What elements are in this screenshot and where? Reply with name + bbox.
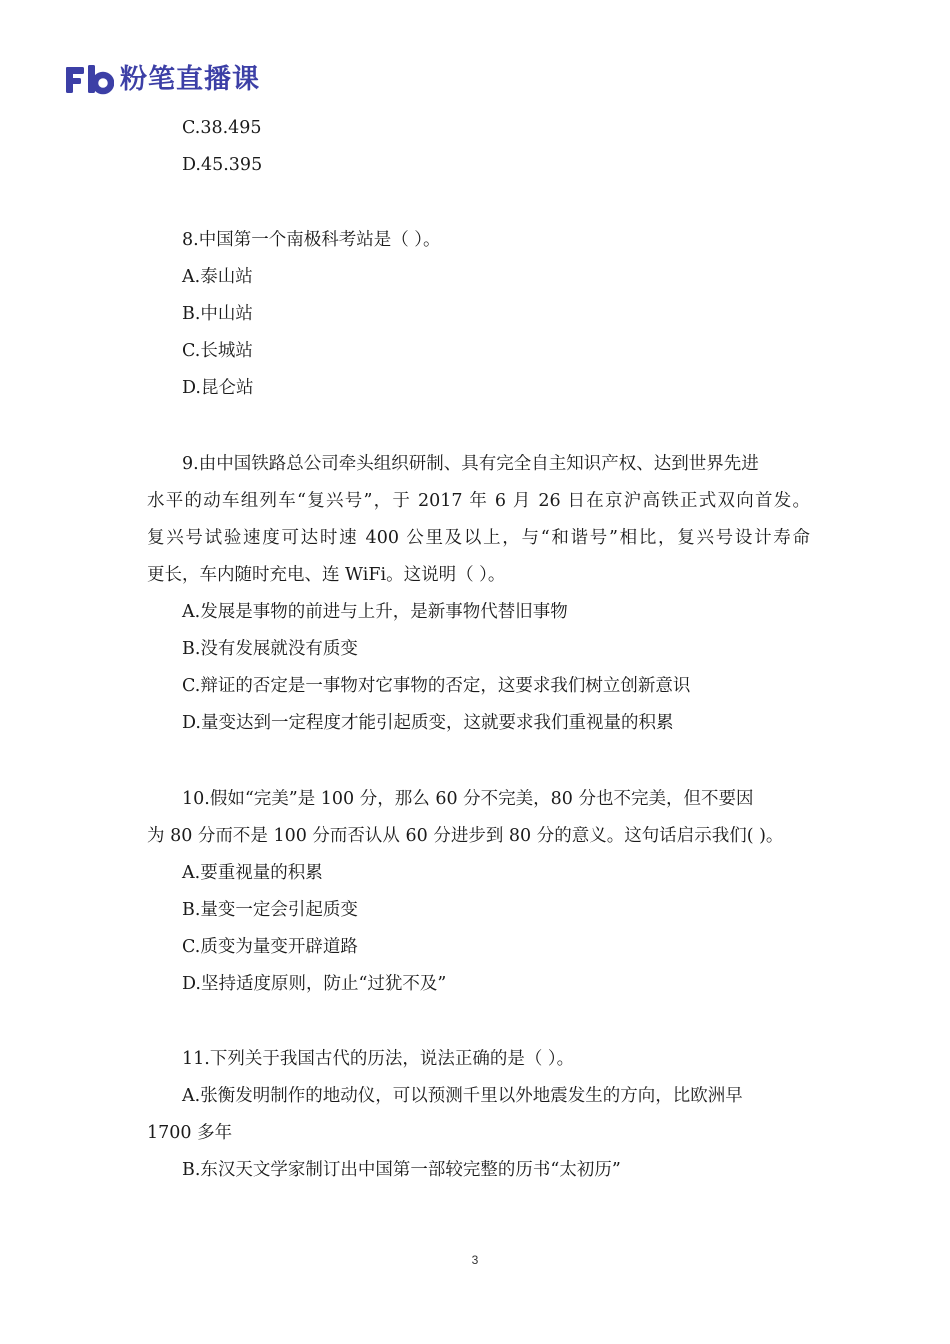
q9-option-a: A.发展是事物的前进与上升，是新事物代替旧事物 xyxy=(182,602,568,622)
q11-option-b: B.东汉天文学家制订出中国第一部较完整的历书“太初历” xyxy=(182,1160,621,1180)
q9-option-b: B.没有发展就没有质变 xyxy=(182,639,358,659)
q8-option-b: B.中山站 xyxy=(182,304,253,324)
q8-stem: 8.中国第一个南极科考站是（ ）。 xyxy=(182,230,441,250)
q9-option-c: C.辩证的否定是一事物对它事物的否定，这要求我们树立创新意识 xyxy=(182,676,691,696)
q9-stem-line1: 9.由中国铁路总公司牵头组织研制、具有完全自主知识产权、达到世界先进 xyxy=(182,454,759,474)
q9-stem-line2: 水平的动车组列车“复兴号”，于 2017 年 6 月 26 日在京沪高铁正式双向首发。 xyxy=(147,491,810,511)
brand-logo xyxy=(66,62,260,98)
q9-stem-line4: 更长，车内随时充电、连 WiFi。这说明（ ）。 xyxy=(147,565,506,585)
q10-option-c: C.质变为量变开辟道路 xyxy=(182,937,358,957)
q7-option-c: C.38.495 xyxy=(182,118,262,138)
q11-option-a-line2: 1700 多年 xyxy=(147,1123,233,1143)
q9-stem-line3: 复兴号试验速度可达时速 400 公里及以上，与“和谐号”相比，复兴号设计寿命 xyxy=(147,528,810,548)
q10-stem-line1: 10.假如“完美”是 100 分，那么 60 分不完美，80 分也不完美，但不要因 xyxy=(182,789,754,809)
q8-option-c: C.长城站 xyxy=(182,341,253,361)
q8-option-d: D.昆仑站 xyxy=(182,378,254,398)
brand-name: 粉笔直播课 xyxy=(120,64,260,95)
q8-option-a: A.泰山站 xyxy=(182,267,253,287)
q10-option-b: B.量变一定会引起质变 xyxy=(182,900,358,920)
q10-option-a: A.要重视量的积累 xyxy=(182,863,323,883)
q10-option-d: D.坚持适度原则，防止“过犹不及” xyxy=(182,974,447,994)
q9-option-d: D.量变达到一定程度才能引起质变，这就要求我们重视量的积累 xyxy=(182,713,674,733)
q11-stem: 11.下列关于我国古代的历法，说法正确的是（ ）。 xyxy=(182,1049,575,1069)
page-number: 3 xyxy=(471,1253,479,1267)
fb-logo-icon xyxy=(66,65,114,95)
q10-stem-line2: 为 80 分而不是 100 分而否认从 60 分进步到 80 分的意义。这句话启示我们( )。 xyxy=(147,826,784,846)
q11-option-a-line1: A.张衡发明制作的地动仪，可以预测千里以外地震发生的方向，比欧洲早 xyxy=(182,1086,743,1106)
q7-option-d: D.45.395 xyxy=(182,155,263,175)
